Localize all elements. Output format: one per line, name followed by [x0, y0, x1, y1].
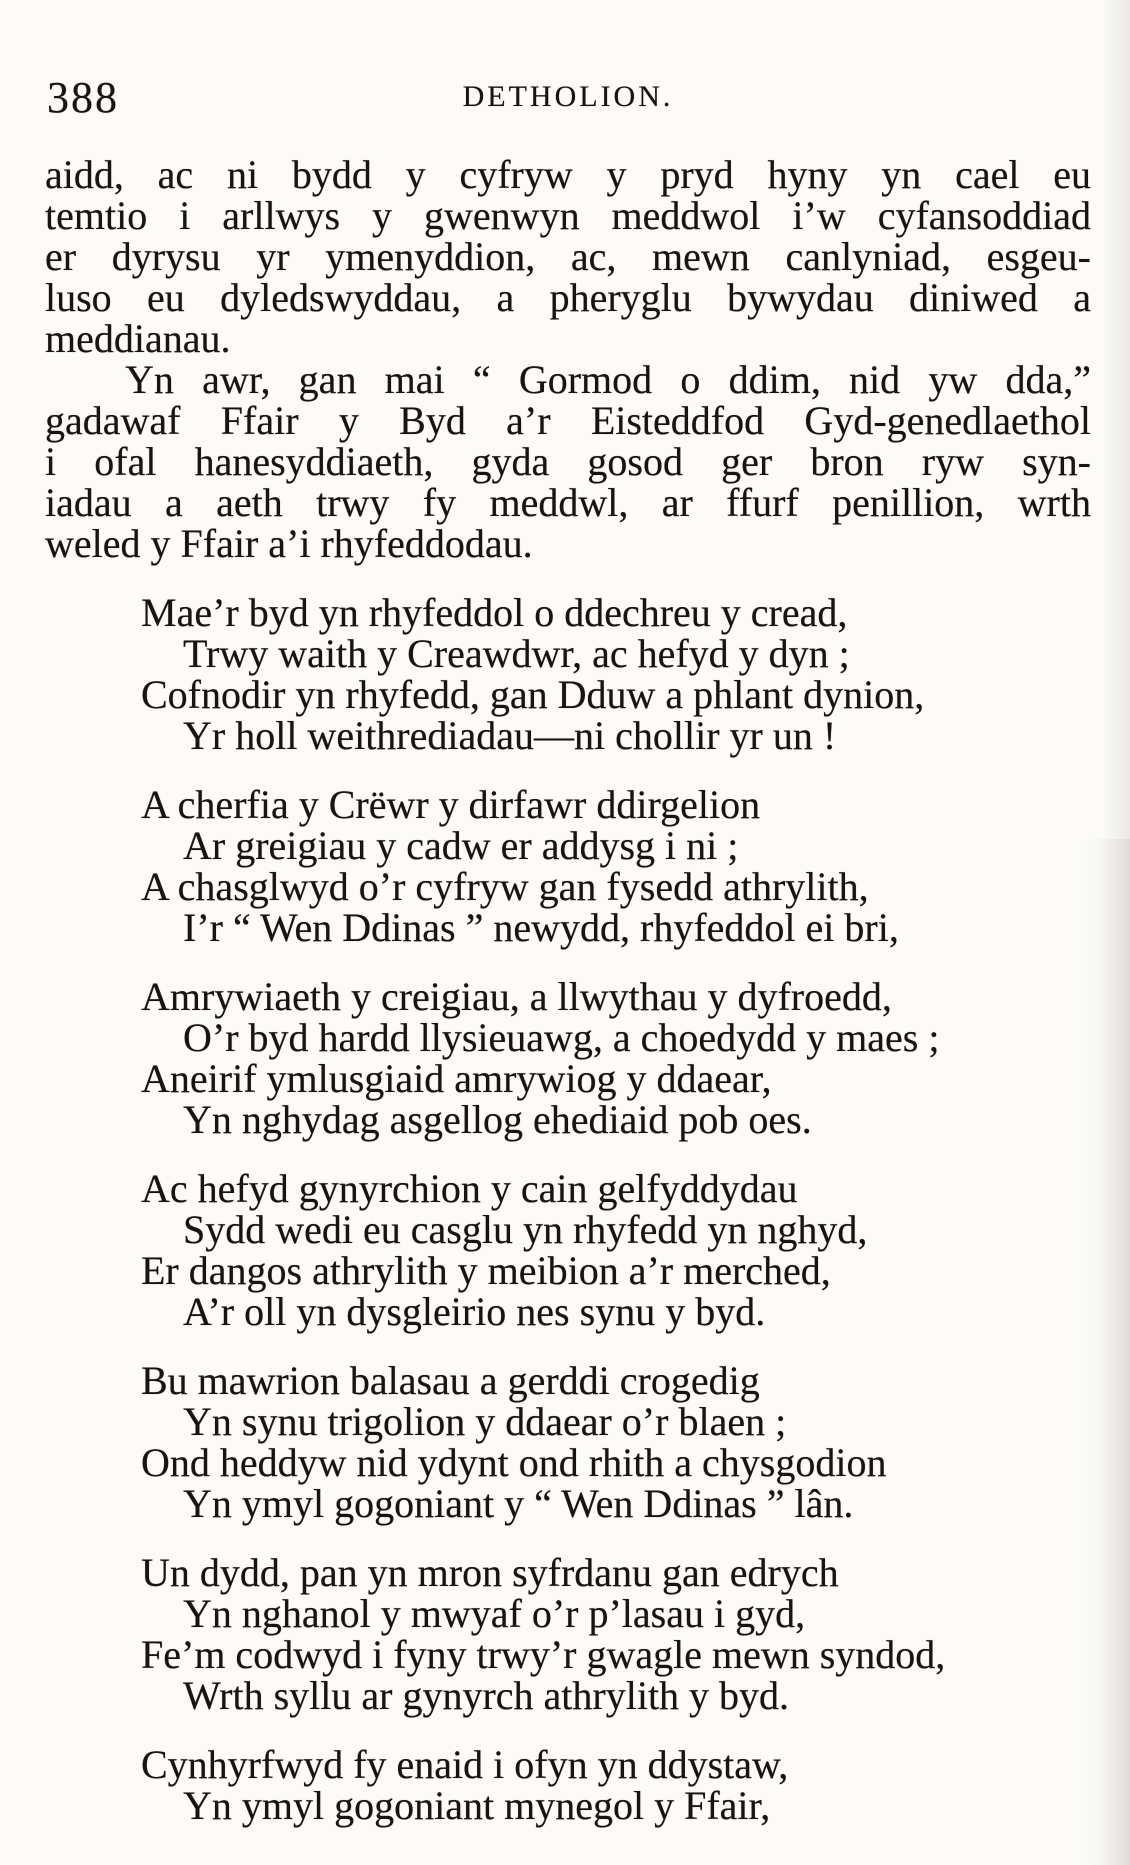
verse-line: Cynhyrfwyd fy enaid i ofyn yn ddystaw,	[141, 1742, 789, 1787]
verse-line: Yr holl weithrediadau—ni chollir yr un !	[183, 713, 837, 758]
verse-line: Yn synu trigolion y ddaear o’r blaen ;	[183, 1399, 787, 1444]
prose-line: er dyrysu yr ymenyddion, ac, mewn canlyniad, esgeu-	[45, 234, 1091, 279]
verse-line: Aneirif ymlusgiaid amrywiog y ddaear,	[141, 1056, 772, 1101]
stanza-2	[141, 784, 1091, 948]
stanza-1	[141, 592, 1091, 756]
verse-line: A chasglwyd o’r cyfryw gan fysedd athrylith,	[141, 864, 869, 909]
verse-line: Yn ymyl gogoniant y “ Wen Ddinas ” lân.	[183, 1481, 854, 1526]
verse-line: I’r “ Wen Ddinas ” newydd, rhyfeddol ei bri,	[183, 905, 899, 950]
stanza-6	[141, 1552, 1091, 1716]
prose-line: luso eu dyledswyddau, a pheryglu bywydau diniwed a	[45, 275, 1091, 320]
verse-line: Mae’r byd yn rhyfeddol o ddechreu y cread,	[141, 590, 848, 635]
verse-line: A cherfia y Crëwr y dirfawr ddirgelion	[141, 782, 761, 827]
page-edge-shadow	[1102, 0, 1130, 1865]
page-header	[45, 73, 1091, 130]
verse-line: Cofnodir yn rhyfedd, gan Dduw a phlant dynion,	[141, 672, 925, 717]
prose-line: i ofal hanesyddiaeth, gyda gosod ger bron ryw syn-	[45, 439, 1091, 484]
verse-line: Er dangos athrylith y meibion a’r merched,	[141, 1248, 831, 1293]
verse-line: Ar greigiau y cadw er addysg i ni ;	[183, 823, 739, 868]
verse-line: Yn nghanol y mwyaf o’r p’lasau i gyd,	[183, 1591, 806, 1636]
verse-line: Un dydd, pan yn mron syfrdanu gan edrych	[141, 1550, 839, 1595]
prose-line: meddianau.	[45, 316, 231, 361]
verse-line: Fe’m codwyd i fyny trwy’r gwagle mewn syndod,	[141, 1632, 946, 1677]
verse-line: Sydd wedi eu casglu yn rhyfedd yn nghyd,	[183, 1207, 868, 1252]
verse-line: Ac hefyd gynyrchion y cain gelfyddydau	[141, 1166, 798, 1211]
verse-line: A’r oll yn dysgleirio nes synu y byd.	[183, 1289, 766, 1334]
page-content	[45, 73, 1091, 1828]
prose-line: gadawaf Ffair y Byd a’r Eisteddfod Gyd-genedlaethol	[45, 398, 1091, 443]
stanza-3	[141, 976, 1091, 1140]
paragraph-1	[45, 154, 1091, 359]
verse-line: Amrywiaeth y creigiau, a llwythau y dyfroedd,	[141, 974, 892, 1019]
stanza-5	[141, 1360, 1091, 1524]
verse-line: Trwy waith y Creawdwr, ac hefyd y dyn ;	[183, 631, 850, 676]
stanza-4	[141, 1168, 1091, 1332]
verse-line: Bu mawrion balasau a gerddi crogedig	[141, 1358, 760, 1403]
prose-line: iadau a aeth trwy fy meddwl, ar ffurf penillion, wrth	[45, 480, 1091, 525]
verse-line: Wrth syllu ar gynyrch athrylith y byd.	[183, 1673, 790, 1718]
prose-line: temtio i arllwys y gwenwyn meddwol i’w cyfansoddiad	[45, 193, 1091, 238]
page-number: 388	[47, 73, 119, 122]
verse-line: Ond heddyw nid ydynt ond rhith a chysgodion	[141, 1440, 887, 1485]
verse-line: Yn ymyl gogoniant mynegol y Ffair,	[183, 1783, 771, 1828]
running-title: DETHOLION.	[462, 80, 674, 113]
verse-line: O’r byd hardd llysieuawg, a choedydd y maes ;	[183, 1015, 940, 1060]
prose-line: weled y Ffair a’i rhyfeddodau.	[45, 521, 533, 566]
paragraph-2	[45, 359, 1091, 564]
prose-line: Yn awr, gan mai “ Gormod o ddim, nid yw dda,”	[125, 357, 1091, 402]
prose-line: aidd, ac ni bydd y cyfryw y pryd hyny yn cael eu	[45, 152, 1091, 197]
verse-line: Yn nghydag asgellog ehediaid pob oes.	[183, 1097, 812, 1142]
stanza-7	[141, 1744, 1091, 1826]
